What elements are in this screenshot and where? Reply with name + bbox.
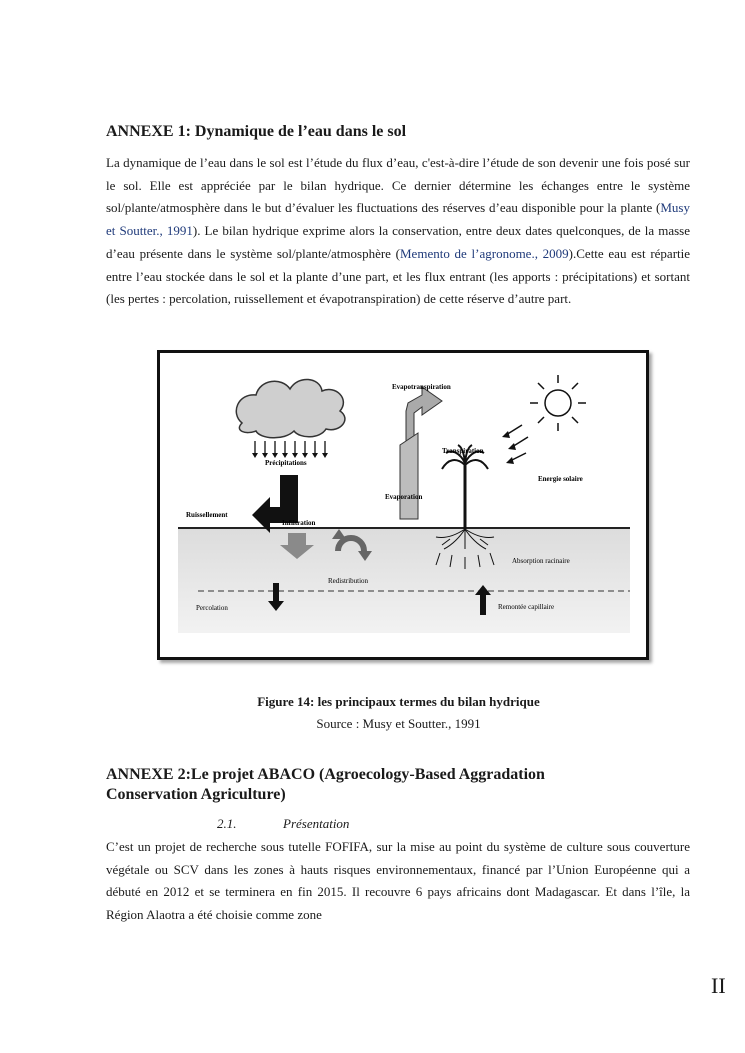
evaporation-arrow-icon bbox=[400, 433, 418, 519]
cloud-icon bbox=[236, 379, 345, 437]
rain-arrows bbox=[255, 441, 325, 453]
sunlight-arrows-icon bbox=[506, 425, 528, 461]
annexe2-paragraph: C’est un projet de recherche sous tutelle FOFIFA, sur la mise au point du système de culture sous couverture végétale ou SCV dans les zones à hauts risques environnementaux, financé par l’Union Européenne qui a débuté en 2012 et se terminera en fin 2015. Il recouvre 6 pays africains dont Madagascar. Et dans l’île, la Région Alaotra a été choisie comme zone bbox=[106, 839, 690, 923]
figure-caption: Figure 14: les principaux termes du bilan hydrique bbox=[257, 694, 540, 709]
figure-source: Source : Musy et Soutter., 1991 bbox=[316, 716, 481, 731]
label-ruissellement: Ruissellement bbox=[186, 511, 228, 519]
label-absorption: Absorption racinaire bbox=[512, 557, 570, 565]
section-number: 2.1. bbox=[217, 816, 237, 831]
label-redistribution: Redistribution bbox=[328, 577, 369, 585]
sun-icon bbox=[545, 390, 571, 416]
annexe1-paragraph bbox=[106, 152, 690, 311]
label-infiltration: Infiltration bbox=[282, 519, 316, 527]
annexe2-title-line2: Conservation Agriculture) bbox=[106, 786, 286, 803]
citation-memento-agronome[interactable]: Memento de l’agronome., 2009 bbox=[400, 245, 569, 261]
annexe1-text-a: La dynamique de l’eau dans le sol est l’étude du flux d’eau, c'est-à-dire l’étude de son devenir une fois posé sur le sol. Elle est appréciée par le bilan hydrique. Ce dernier détermine les échanges entre le système sol/plante/atmosphère dans le but d’évaluer les fluctuations des réserves d’eau disponible pour la plante ( bbox=[106, 155, 690, 216]
section-title: Présentation bbox=[283, 816, 350, 831]
label-percolation: Percolation bbox=[196, 604, 228, 612]
annexe2-title bbox=[106, 765, 545, 805]
water-balance-figure bbox=[157, 350, 649, 660]
page-number: II bbox=[711, 973, 726, 998]
label-precipitations: Précipitations bbox=[265, 459, 307, 467]
annexe1-title: ANNEXE 1: Dynamique de l’eau dans le sol bbox=[106, 123, 407, 140]
annexe2-title-line1: ANNEXE 2:Le projet ABACO (Agroecology-Based Aggradation bbox=[106, 766, 545, 783]
label-evaporation: Evaporation bbox=[385, 493, 423, 501]
citation-musy-soutter[interactable]: Musy et Soutter., 1991 bbox=[106, 200, 690, 239]
label-evapotranspiration: Evapotranspiration bbox=[392, 383, 451, 391]
annexe1-text-c: ).Cette eau est répartie entre l’eau stockée dans le sol et la plante d’une part, et les flux entrant (les apports : précipitations) et sortant (les pertes : percolation, ruissellement et évapotranspiration) de cette réserve d’autre part. bbox=[106, 245, 691, 307]
soil-layer bbox=[178, 528, 630, 633]
water-balance-diagram bbox=[160, 353, 646, 657]
label-transpiration: Transpiration bbox=[442, 447, 484, 455]
annexe1-text-b: ). Le bilan hydrique exprime alors la conservation, entre deux dates quelconques, de la masse d’eau présente dans le système sol/plante/atmosphère ( bbox=[106, 223, 690, 261]
label-remontee: Remontée capillaire bbox=[498, 603, 555, 611]
label-energie-solaire: Energie solaire bbox=[538, 475, 583, 483]
